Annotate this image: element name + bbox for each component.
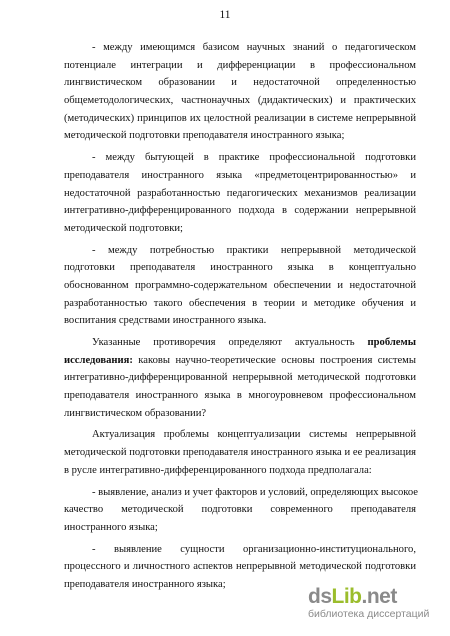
text-line: разработанностью такого обеспечения в теории и методике обучения и — [64, 297, 416, 309]
text-line: преподавателя иностранного языка; — [64, 578, 226, 590]
bold-term: исследования: — [64, 354, 133, 366]
text-line: подготовки преподавателя иностранного языка в концептуально — [64, 262, 416, 274]
text-line: методической подготовки; — [64, 222, 184, 234]
text-line: воспитания средствами иностранного языка. — [64, 315, 267, 327]
text-line: (методических) принципов их целостной реализации в системе непрерывной — [64, 112, 416, 124]
text-line: потенциале интеграции и дифференциации в профессиональном — [64, 59, 416, 71]
page-body — [64, 39, 416, 594]
text-line — [64, 352, 416, 370]
text-line: Актуализация проблемы концептуализации системы непрерывной — [92, 429, 416, 441]
dslib-watermark — [308, 586, 436, 620]
text-fragment: каковы научно-теоретические основы построения системы — [132, 354, 416, 366]
dslib-logo: dsLib.net — [308, 585, 397, 608]
text-line: иностранного языка; — [64, 521, 158, 533]
page-number: 11 — [219, 9, 231, 21]
text-line: - между бытующей в практике профессиональной подготовки — [92, 152, 416, 164]
text-line: методической подготовки преподавателя иностранного языка и ее реализация — [64, 447, 416, 459]
text-line: - между потребностью практики непрерывной методической — [92, 244, 416, 256]
text-line: лингвистическом образовании и недостаточной определенностью — [64, 77, 416, 89]
text-fragment: Указанные противоречия определяют актуальность — [92, 337, 368, 348]
text-line: преподавателя иностранного языка в многоуровневом профессиональном — [64, 390, 416, 402]
text-line: обоснованном программно-содержательном обеспечении и недостаточной — [64, 279, 416, 291]
text-line: - выявление сущности организационно-институционального, — [92, 543, 416, 555]
text-line: - выявление, анализ и учет факторов и условий, определяющих высокое — [92, 486, 418, 498]
text-line: преподавателя иностранного языка «предметоцентрированностью» и — [64, 169, 416, 181]
text-line: общеметодологических, частнонаучных (дидактических) и практических — [64, 95, 416, 107]
bold-term: проблемы — [367, 337, 416, 348]
text-line: недостаточной разработанностью педагогических механизмов реализации — [64, 187, 416, 199]
text-line: в русле интегративно-дифференцированного подхода предполагала: — [64, 464, 372, 476]
text-line: интегративно-дифференцированного подхода в содержании непрерывной — [64, 205, 416, 217]
text-line: - между имеющимся базисом научных знаний о педагогическом — [92, 42, 416, 53]
text-line: лингвистическом образовании? — [64, 407, 207, 419]
text-line: интегративно-дифференцированной непрерывной методической подготовки — [64, 372, 416, 384]
dslib-subtitle: библиотека диссертаций — [308, 608, 430, 620]
text-line — [64, 334, 416, 352]
text-line: методической подготовки преподавателя иностранного языка; — [64, 130, 345, 142]
text-line: процессного и личностного аспектов непрерывной методической подготовки — [64, 561, 416, 573]
text-line: качество методической подготовки современного преподавателя — [64, 504, 416, 516]
